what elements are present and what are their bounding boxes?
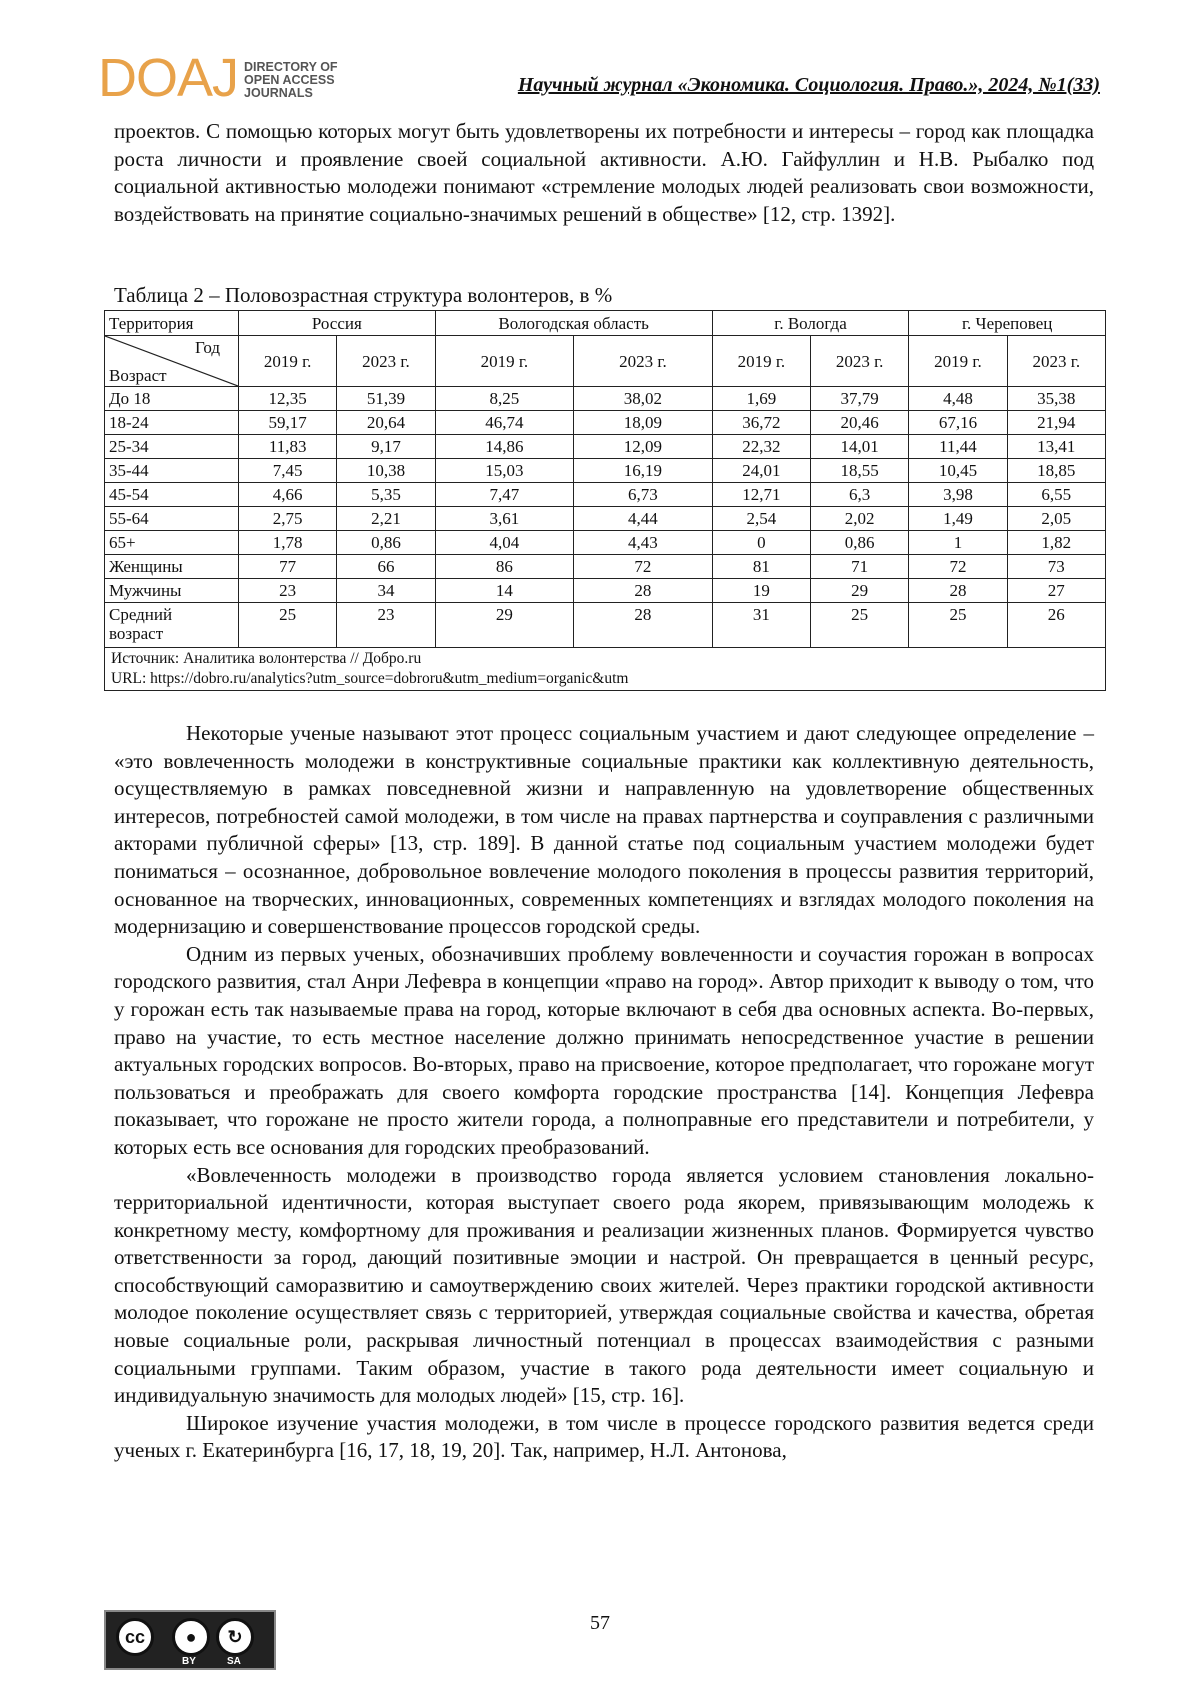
table-cell: 4,44	[574, 507, 713, 531]
table-cell: 10,45	[909, 459, 1007, 483]
table-row	[105, 483, 1106, 507]
table-row	[105, 459, 1106, 483]
source-text: Источник: Аналитика волонтерства // Добро.ru	[111, 650, 422, 667]
table-cell: 14,86	[435, 435, 574, 459]
source-url[interactable]: URL: https://dobro.ru/analytics?utm_source=dobroru&utm_medium=organic&utm	[111, 670, 629, 687]
year-header: 2019 г.	[239, 336, 337, 387]
table-cell: 29	[435, 603, 574, 648]
table-cell: 71	[811, 555, 909, 579]
table-row	[105, 387, 1106, 411]
row-label: 35-44	[105, 459, 239, 483]
table-cell: 0	[712, 531, 810, 555]
table-cell: 25	[909, 603, 1007, 648]
table-row	[105, 579, 1106, 603]
region-header: Россия	[239, 311, 436, 336]
table-cell: 6,73	[574, 483, 713, 507]
diagonal-header-cell	[105, 336, 239, 387]
table-cell: 28	[574, 603, 713, 648]
volunteer-structure-table	[104, 310, 1106, 691]
table-cell: 4,04	[435, 531, 574, 555]
table-cell: 86	[435, 555, 574, 579]
table-cell: 59,17	[239, 411, 337, 435]
body-text	[114, 720, 1094, 1465]
region-header: Вологодская область	[435, 311, 712, 336]
table-cell: 12,35	[239, 387, 337, 411]
table-row	[105, 435, 1106, 459]
table-cell: 16,19	[574, 459, 713, 483]
table-cell: 25	[239, 603, 337, 648]
row-label: Женщины	[105, 555, 239, 579]
doaj-logo-line-3: JOURNALS	[244, 86, 313, 100]
table-cell: 18,85	[1007, 459, 1105, 483]
doaj-logo-subtitle	[244, 61, 338, 102]
territory-header: Территория	[105, 311, 239, 336]
paragraph: Некоторые ученые называют этот процесс социальным участием и дают следующее определение – «это вовлеченность молодежи в конструктивные социальные практики как коллективную деятельность, осуществляемую в рамках повседневной жизни и направленную на удовлетворение общественных интересов, потребностей самой молодежи, в том числе на правах партнерства и соуправления с различными акторами публичной сферы» [13, стр. 189]. В данной статье под социальным участием молодежи будет пониматься – осознанное, добровольное вовлечение молодого поколения в процессы развития территорий, основанное на творческих, инновационных, современных компетенциях и взглядах молодого поколения на модернизацию и совершенствование процессов городской среды.	[114, 721, 1094, 939]
table-source-row	[105, 648, 1106, 691]
table-cell: 22,32	[712, 435, 810, 459]
table-cell: 1,82	[1007, 531, 1105, 555]
row-label: 18-24	[105, 411, 239, 435]
table-cell: 1	[909, 531, 1007, 555]
intro-paragraph	[114, 118, 1094, 228]
table-cell: 9,17	[337, 435, 435, 459]
table-body	[105, 387, 1106, 603]
by-label: BY	[182, 1656, 196, 1667]
year-header: 2023 г.	[811, 336, 909, 387]
table-cell: 2,05	[1007, 507, 1105, 531]
table-cell: 23	[239, 579, 337, 603]
table-cell: 2,54	[712, 507, 810, 531]
table-cell: 38,02	[574, 387, 713, 411]
table-cell: 2,75	[239, 507, 337, 531]
table-cell: 37,79	[811, 387, 909, 411]
by-person-icon: ●	[172, 1618, 210, 1656]
table-cell: 7,45	[239, 459, 337, 483]
table-cell: 77	[239, 555, 337, 579]
table-cell: 10,38	[337, 459, 435, 483]
table-cell: 20,46	[811, 411, 909, 435]
table-cell: 67,16	[909, 411, 1007, 435]
journal-header: Научный журнал «Экономика. Социология. Право.», 2024, №1(33)	[517, 74, 1100, 96]
doaj-logo-mark: DOAJ	[98, 48, 239, 108]
table-cell: 0,86	[811, 531, 909, 555]
row-label: 65+	[105, 531, 239, 555]
table-cell: 7,47	[435, 483, 574, 507]
table-header-row	[105, 311, 1106, 336]
table-cell: 35,38	[1007, 387, 1105, 411]
table-row	[105, 411, 1106, 435]
table-cell: 4,66	[239, 483, 337, 507]
table-cell: 51,39	[337, 387, 435, 411]
year-header: 2023 г.	[337, 336, 435, 387]
year-header: 2023 г.	[1007, 336, 1105, 387]
year-header: 2019 г.	[435, 336, 574, 387]
row-label	[105, 603, 239, 648]
table-cell: 73	[1007, 555, 1105, 579]
table-cell: 1,49	[909, 507, 1007, 531]
table-cell: 6,55	[1007, 483, 1105, 507]
year-label: Год	[195, 338, 220, 357]
table-cell: 2,21	[337, 507, 435, 531]
row-label-line-2: возраст	[109, 624, 164, 643]
table-cell: 18,09	[574, 411, 713, 435]
table-cell: 4,48	[909, 387, 1007, 411]
sa-share-alike-icon: ↻	[216, 1618, 254, 1656]
table-row	[105, 507, 1106, 531]
doaj-logo	[98, 46, 338, 108]
table-cell: 72	[909, 555, 1007, 579]
table-cell: 29	[811, 579, 909, 603]
table-year-row	[105, 336, 1106, 387]
year-header: 2019 г.	[909, 336, 1007, 387]
table-cell: 26	[1007, 603, 1105, 648]
table-cell: 18,55	[811, 459, 909, 483]
table-cell: 28	[574, 579, 713, 603]
paragraph: Широкое изучение участия молодежи, в том числе в процессе городского развития ведется среди ученых г. Екатеринбурга [16, 17, 18, 19, 20]. Так, например, Н.Л. Антонова,	[114, 1410, 1094, 1463]
paragraph: проектов. С помощью которых могут быть удовлетворены их потребности и интересы – город как площадка роста личности и проявление своей социальной активности. А.Ю. Гайфуллин и Н.В. Рыбалко под социальной активностью молодежи понимают «стремление молодых людей реализовать свои возможности, воздействовать на принятие социально-значимых решений в обществе» [12, стр. 1392].	[114, 119, 1094, 226]
table-cell: 12,71	[712, 483, 810, 507]
table-cell: 25	[811, 603, 909, 648]
table-caption: Таблица 2 – Половозрастная структура волонтеров, в %	[114, 283, 613, 307]
table-cell: 12,09	[574, 435, 713, 459]
table-cell: 66	[337, 555, 435, 579]
table-cell: 20,64	[337, 411, 435, 435]
table-cell: 15,03	[435, 459, 574, 483]
table-cell: 28	[909, 579, 1007, 603]
doaj-logo-line-1: DIRECTORY OF	[244, 60, 338, 74]
doaj-logo-line-2: OPEN ACCESS	[244, 73, 335, 87]
row-label: 55-64	[105, 507, 239, 531]
table-cell: 5,35	[337, 483, 435, 507]
row-label: 25-34	[105, 435, 239, 459]
table-cell: 14	[435, 579, 574, 603]
table-cell: 3,98	[909, 483, 1007, 507]
table-cell: 46,74	[435, 411, 574, 435]
table-cell: 81	[712, 555, 810, 579]
table-cell: 2,02	[811, 507, 909, 531]
table-cell: 8,25	[435, 387, 574, 411]
year-header: 2019 г.	[712, 336, 810, 387]
table-cell: 11,44	[909, 435, 1007, 459]
table-cell: 0,86	[337, 531, 435, 555]
table-row	[105, 555, 1106, 579]
year-header: 2023 г.	[574, 336, 713, 387]
table-cell: 13,41	[1007, 435, 1105, 459]
table-cell: 72	[574, 555, 713, 579]
table-cell: 27	[1007, 579, 1105, 603]
sa-label: SA	[227, 1656, 241, 1667]
region-header: г. Череповец	[909, 311, 1106, 336]
paragraph: Одним из первых ученых, обозначивших проблему вовлеченности и соучастия горожан в вопросах городского развития, стал Анри Лефевра в концепции «право на город». Автор приходит к выводу о том, что у горожан есть так называемые права на город, которые включают в себя два основных аспекта. Во-первых, право на участие, то есть местное население должно принимать непосредственное участие в решении актуальных городских вопросов. Во-вторых, право на присвоение, которое предполагает, что горожане могут пользоваться и преображать для своего комфорта городские пространства [14]. Концепция Лефевра показывает, что горожане не просто жители города, а полноправные его представители и потребители, у которых есть все основания для городских преобразований.	[114, 941, 1094, 1159]
region-header: г. Вологда	[712, 311, 909, 336]
page-number: 57	[590, 1612, 610, 1634]
table-row-average-age	[105, 603, 1106, 648]
table-cell: 19	[712, 579, 810, 603]
table-cell: 1,69	[712, 387, 810, 411]
row-label: 45-54	[105, 483, 239, 507]
table-cell: 34	[337, 579, 435, 603]
row-label-line-1: Средний	[109, 605, 173, 624]
table-cell: 31	[712, 603, 810, 648]
table-row	[105, 531, 1106, 555]
table-cell: 14,01	[811, 435, 909, 459]
row-label: До 18	[105, 387, 239, 411]
paragraph: «Вовлеченность молодежи в производство города является условием становления локально-территориальной идентичности, которая выступает своего рода якорем, привязывающим молодежь к конкретному месту, комфортному для проживания и реализации жизненных планов. Формируется чувство ответственности за город, дающий позитивные эмоции и настрой. Он превращается в ценный ресурс, способствующий саморазвитию и самоутверждению своих жителей. Через практики городской активности молодое поколение осуществляет связь с территорией, утверждая социальные свойства и качества, обретая новые социальные роли, раскрывая личностный потенциал в процессах взаимодействия с разными социальными группами. Таким образом, участие в такого рода деятельности имеет социальную и индивидуальную значимость для молодых людей» [15, стр. 16].	[114, 1162, 1094, 1408]
table-cell: 24,01	[712, 459, 810, 483]
table-cell: 23	[337, 603, 435, 648]
table-cell: 11,83	[239, 435, 337, 459]
table-cell: 36,72	[712, 411, 810, 435]
age-label: Возраст	[109, 366, 167, 385]
table-cell: 3,61	[435, 507, 574, 531]
cc-icon: cc	[116, 1618, 154, 1656]
table-cell: 4,43	[574, 531, 713, 555]
table-source	[105, 648, 1106, 691]
table-cell: 21,94	[1007, 411, 1105, 435]
row-label: Мужчины	[105, 579, 239, 603]
table-cell: 6,3	[811, 483, 909, 507]
table-cell: 1,78	[239, 531, 337, 555]
